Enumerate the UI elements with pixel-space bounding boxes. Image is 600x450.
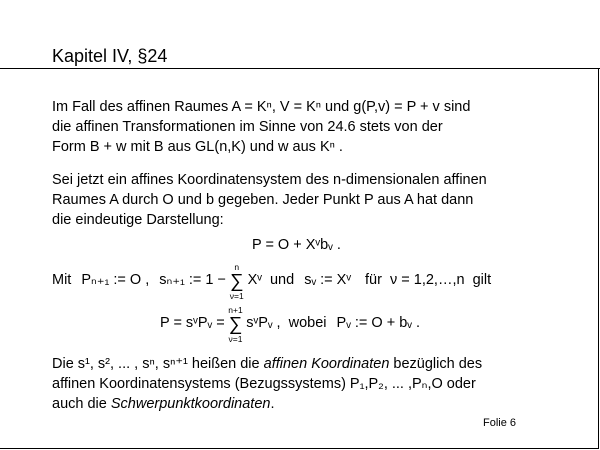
sum-upper-limit: n+1 (228, 305, 243, 315)
page-title: Kapitel IV, §24 (52, 46, 168, 66)
eq-p-definition: Pₙ₊₁ := O , (81, 272, 150, 288)
term-barycentric-coordinates: Schwerpunktkoordinaten (110, 396, 271, 412)
equation-representation: P = O + Xᵛbᵥ . (252, 237, 341, 253)
equation-definitions (52, 262, 492, 301)
text-segment: . (270, 396, 275, 412)
eq-sum-term: sᵛPᵥ , (246, 315, 281, 331)
text-line: Raumes A durch O und b gegeben. Jeder Punkt P aus A hat dann (52, 192, 474, 208)
slide-number: Folie 6 (483, 417, 517, 429)
text-line: die affinen Transformationen im Sinne von 24.6 stets von der (52, 119, 443, 135)
eq-s-nu-definition: sᵥ := Xᵛ (304, 272, 351, 288)
eq-word-mit: Mit (52, 272, 72, 288)
eq-s-definition: sₙ₊₁ := 1 − (159, 272, 226, 288)
text-line: Sei jetzt ein affines Koordinatensystem des n-dimensionalen affinen (52, 172, 487, 188)
eq-index-range: ν = 1,2,…,n (389, 272, 465, 288)
text-line: Form B + w mit B aus GL(n,K) und w aus Kⁿ . (52, 139, 343, 155)
eq-word-fuer: für (365, 272, 382, 288)
text-line: Im Fall des affinen Raumes A = Kⁿ, V = Kⁿ und g(P,v) = P + v sind (52, 99, 471, 115)
eq-p-nu-definition: Pᵥ := O + bᵥ . (336, 315, 420, 331)
equation-barycentric (160, 305, 420, 344)
text-line (52, 354, 482, 374)
paragraph-affine-transformations (52, 97, 470, 157)
eq-word-und: und (269, 272, 295, 288)
summation-sign: ∑ n+1 ν=1 (228, 305, 243, 344)
text-line: die eindeutige Darstellung: (52, 212, 224, 228)
text-line: affinen Koordinatensystems (Bezugssystems) P₁,P₂, ... ,Pₙ,O oder (52, 376, 476, 392)
eq-sum-term: Xᵛ (247, 272, 262, 288)
summation-sign: ∑ n ν=1 (229, 262, 244, 301)
sum-lower-limit: ν=1 (229, 290, 244, 301)
paragraph-affine-coordinates (52, 354, 482, 414)
eq-word-wobei: wobei (288, 315, 327, 331)
text-line (52, 394, 482, 414)
eq-lhs: P = sᵛPᵥ = (160, 315, 225, 331)
term-affine-coordinates: affinen Koordinaten (263, 356, 390, 372)
text-segment: Die s¹, s², ... , sⁿ, sⁿ⁺¹ heißen die (52, 356, 260, 372)
eq-word-gilt: gilt (472, 272, 492, 288)
paragraph-coordinate-system (52, 170, 487, 230)
sum-lower-limit: ν=1 (228, 333, 243, 344)
text-segment: auch die (52, 396, 107, 412)
text-segment: bezüglich des (393, 356, 483, 372)
sum-upper-limit: n (234, 262, 240, 272)
